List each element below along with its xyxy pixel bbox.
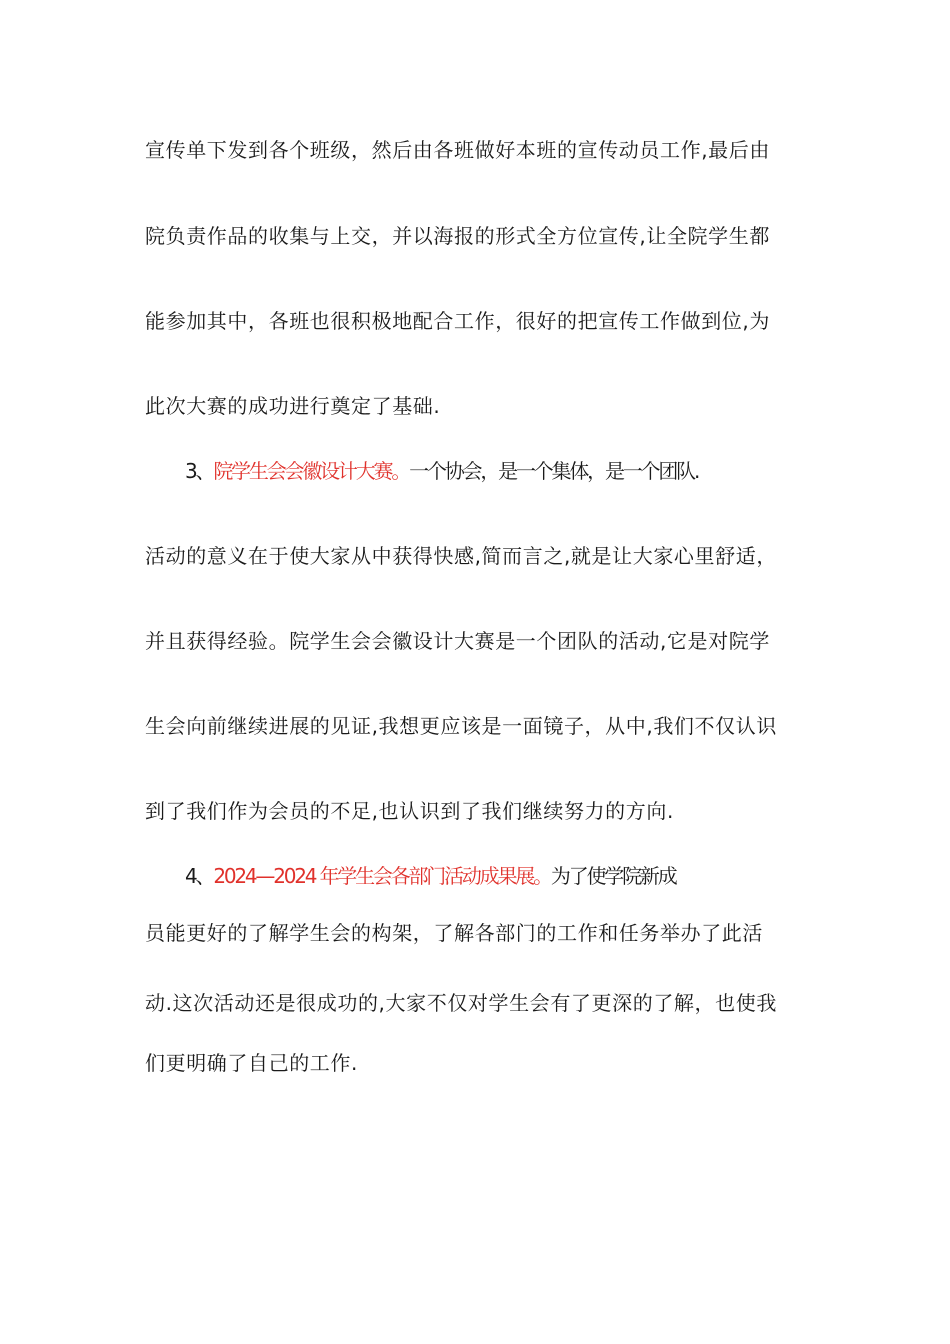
- item-4-first-line: [185, 862, 865, 890]
- item-3-heading: 院学生会会徽设计大赛。: [213, 459, 410, 483]
- paragraph-line: 生会向前继续进展的见证,我想更应该是一面镜子，从中,我们不仅认识: [145, 714, 777, 738]
- item-4-lead-text: 为了使学院新成: [550, 864, 676, 888]
- paragraph-line: 此次大赛的成功进行奠定了基础.: [145, 394, 441, 418]
- paragraph-line: 并且获得经验。院学生会会徽设计大赛是一个团队的活动,它是对院学: [145, 629, 770, 653]
- paragraph-line: 能参加其中，各班也很积极地配合工作，很好的把宣传工作做到位,为: [145, 309, 770, 333]
- paragraph-line: 活动的意义在于使大家从中获得快感,简而言之,就是让大家心里舒适，: [145, 544, 777, 568]
- item-3-number: 3、: [185, 459, 214, 483]
- paragraph-line: 宣传单下发到各个班级，然后由各班做好本班的宣传动员工作,最后由: [145, 138, 770, 162]
- item-4-heading: 2024—2024 年学生会各部门活动成果展。: [213, 864, 551, 888]
- paragraph-line: 到了我们作为会员的不足,也认识到了我们继续努力的方向.: [145, 799, 674, 823]
- paragraph-line: 员能更好的了解学生会的构架，了解各部门的工作和任务举办了此活: [145, 921, 763, 945]
- paragraph-line: 院负责作品的收集与上交，并以海报的形式全方位宣传,让全院学生都: [145, 224, 770, 248]
- item-3-lead-text: 一个协会，是一个集体，是一个团队.: [409, 459, 699, 483]
- paragraph-line: 动.这次活动还是很成功的,大家不仅对学生会有了更深的了解，也使我: [145, 991, 777, 1015]
- paragraph-line: 们更明确了自己的工作.: [145, 1051, 358, 1075]
- item-3-first-line: [185, 457, 865, 485]
- item-4-number: 4、: [185, 864, 214, 888]
